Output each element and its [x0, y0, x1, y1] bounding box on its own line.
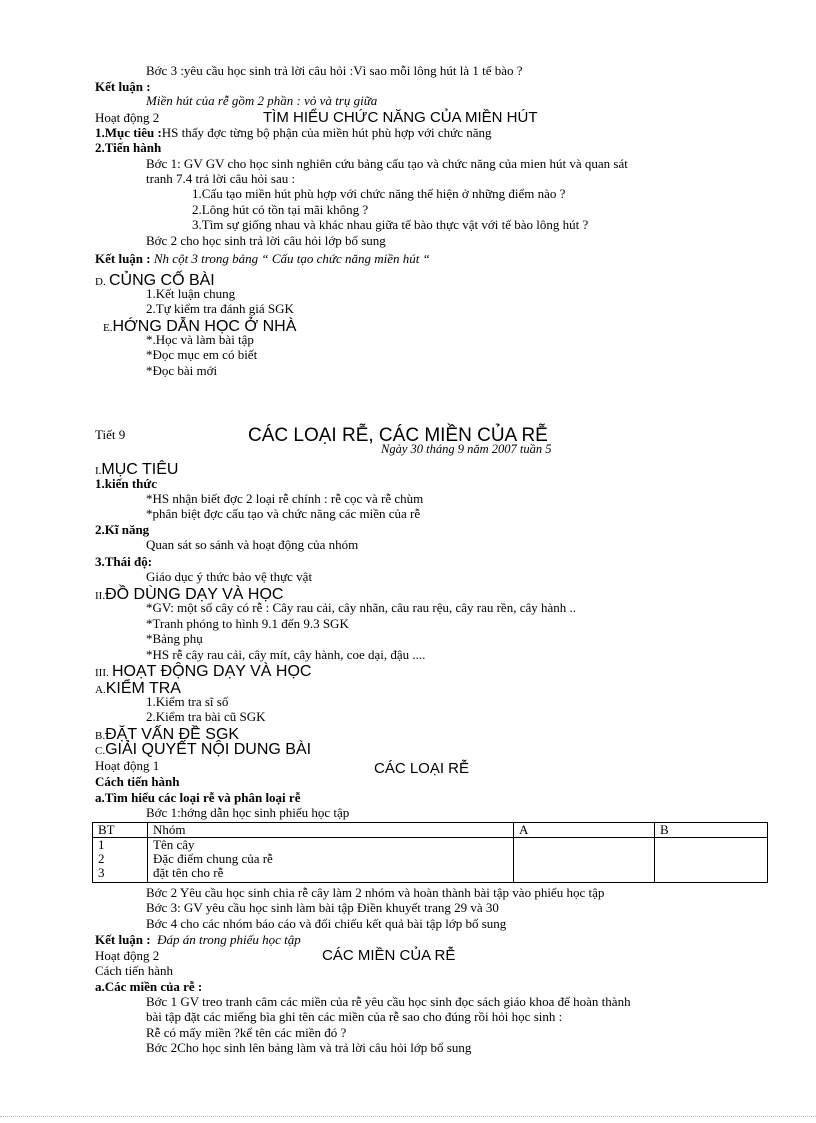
question-1: 1.Cấu tạo miền hút phù hợp với chức năng thể hiện ở những điểm nào ? — [192, 186, 566, 201]
worksheet-table — [92, 822, 768, 883]
table-cell-a — [514, 838, 655, 883]
lesson-title: CÁC LOẠI RỄ, CÁC MIỀN CỦA RỄ — [248, 425, 548, 446]
table-cell-numbers — [93, 838, 148, 883]
activity-label: Hoạt động 1 — [95, 758, 160, 773]
section-i-title: MỤC TIÊU — [101, 461, 179, 478]
method-label: Cách tiến hành — [95, 774, 180, 789]
row-label: Tên cây — [153, 837, 195, 853]
step2-line: Bớc 2 Yêu cầu học sinh chia rễ cây làm 2 nhóm và hoàn thành bài tập vào phiếu học tập — [146, 885, 605, 900]
header-b: B — [655, 823, 768, 838]
goal-line — [95, 126, 491, 140]
list-item: *Đọc mục em có biết — [146, 347, 258, 362]
step1-line-b: tranh 7.4 trả lời câu hỏi sau : — [146, 171, 296, 186]
row-number: 2 — [98, 851, 105, 867]
row-label: đặt tên cho rễ — [153, 865, 224, 881]
list-item: 1.Kết luận chung — [146, 286, 236, 301]
attitude-label: 3.Thái độ: — [95, 554, 153, 569]
section-d-letter: D. — [95, 276, 106, 288]
header-group: Nhóm — [148, 823, 514, 838]
section-e-title: HỚNG DẪN HỌC Ở NHÀ — [112, 318, 297, 335]
section-iii-heading — [95, 663, 311, 681]
step2-line: Bớc 2 cho học sinh trả lời câu hỏi lớp bổ sung — [146, 233, 386, 248]
section-c-title: GIẢI QUYẾT NỘI DUNG BÀI — [105, 741, 312, 758]
section-iii-num: III. — [95, 667, 109, 679]
step1-line-c: Rễ có mấy miền ?kể tên các miền đó ? — [146, 1025, 347, 1040]
section-c-heading — [95, 741, 311, 759]
step1-line: Bớc 1:hớng dẫn học sinh phiếu học tập — [146, 805, 350, 820]
section-a-title: KIỂM TRA — [105, 680, 181, 697]
section-e-letter: E. — [103, 322, 113, 334]
goal-text: HS thấy đợc từng bộ phận của miền hút phù hợp với chức năng — [161, 125, 492, 140]
list-item: 2.Tự kiểm tra đánh giá SGK — [146, 301, 294, 316]
knowledge-label: 1.kiến thức — [95, 476, 157, 491]
conclusion-label: Kết luận : — [95, 251, 151, 266]
list-item: *Bảng phụ — [146, 631, 203, 646]
method-label: Cách tiến hành — [95, 963, 173, 978]
section-d-title: CỦNG CỐ BÀI — [108, 272, 215, 289]
activity-title: CÁC MIỀN CỦA RỄ — [322, 947, 456, 964]
skills-text: Quan sát so sánh và hoạt động của nhóm — [146, 537, 359, 552]
table-cell-b — [655, 838, 768, 883]
table-header-row — [93, 823, 768, 838]
list-item: *Đọc bài mới — [146, 363, 218, 378]
section-ii-title: ĐỒ DÙNG DẠY VÀ HỌC — [105, 586, 284, 603]
section-c-letter: C. — [95, 745, 106, 757]
subheading: a.Các miền của rễ : — [95, 979, 203, 994]
section-ii-num: II. — [95, 590, 106, 602]
section-a-letter: A. — [95, 684, 106, 696]
conclusion-text: Đáp án trong phiếu học tập — [157, 932, 301, 947]
conclusion-text: Nh cột 3 trong bảng “ Cấu tạo chức năng miền hút “ — [153, 251, 430, 266]
activity-label: Hoạt động 2 — [95, 110, 160, 125]
activity-label: Hoạt động 2 — [95, 948, 160, 963]
attitude-text: Giáo dục ý thức bảo vệ thực vật — [146, 569, 313, 584]
step1-line-a: Bớc 1: GV GV cho học sinh nghiên cứu bảng cấu tạo và chức năng của mien hút và quan sát — [146, 156, 628, 171]
conclusion-text: Miền hút của rễ gồm 2 phần : vỏ và trụ giữa — [146, 93, 378, 108]
header-a: A — [514, 823, 655, 838]
conclusion-label: Kết luận : — [95, 932, 151, 947]
step3-line: Bớc 3: GV yêu cầu học sinh làm bài tập Điền khuyết trang 29 và 30 — [146, 900, 499, 915]
table-row — [93, 838, 768, 883]
list-item: 2.Kiểm tra bài cũ SGK — [146, 709, 266, 724]
list-item: *phân biệt đợc cấu tạo và chức năng các miền của rễ — [146, 506, 421, 521]
activity-title: TÌM HIỂU CHỨC NĂNG CỦA MIỀN HÚT — [263, 109, 538, 126]
lesson-date: Ngày 30 tháng 9 năm 2007 tuần 5 — [381, 442, 552, 456]
list-item: *HS rễ cây rau cải, cây mít, cây hành, coe dại, đậu .... — [146, 647, 426, 662]
conclusion-label: Kết luận : — [95, 79, 151, 94]
section-b-title: ĐẶT VẤN ĐỀ SGK — [105, 726, 240, 743]
list-item: 1.Kiểm tra sĩ số — [146, 694, 229, 709]
activity-title: CÁC LOẠI RỄ — [374, 760, 470, 777]
conclusion-line — [95, 933, 301, 947]
step1-line-a: Bớc 1 GV treo tranh câm các miền của rễ yêu cầu học sinh đọc sách giáo khoa để hoàn thành — [146, 994, 631, 1009]
conclusion-line — [95, 252, 430, 266]
subheading: a.Tìm hiểu các loại rễ và phân loại rễ — [95, 790, 301, 805]
process-label: 2.Tiến hành — [95, 140, 162, 155]
step2-line: Bớc 2Cho học sinh lên bảng làm và trả lời câu hỏi lớp bổ sung — [146, 1040, 472, 1055]
row-number: 1 — [98, 837, 105, 853]
step4-line: Bớc 4 cho các nhóm báo cáo và đối chiếu kết quả bài tập lớp bổ sung — [146, 916, 507, 931]
row-number: 3 — [98, 865, 105, 881]
question-2: 2.Lông hút có tồn tại mãi không ? — [192, 202, 369, 217]
step1-line-b: bài tập đặt các miếng bìa ghi tên các miền của rễ sao cho đúng rồi hỏi học sinh : — [146, 1009, 563, 1024]
row-label: Đặc điểm chung của rễ — [153, 851, 273, 867]
question-3: 3.Tìm sự giống nhau và khác nhau giữa tế bào thực vật với tế bào lông hút ? — [192, 217, 589, 232]
period-label: Tiết 9 — [95, 427, 126, 442]
table-cell-rows — [148, 838, 514, 883]
header-bt: BT — [93, 823, 148, 838]
section-b-letter: B. — [95, 730, 106, 742]
page-footer-divider — [0, 1116, 816, 1117]
step3-line: Bớc 3 :yêu cầu học sinh trả lời câu hỏi :Vì sao mỗi lông hút là 1 tế bào ? — [146, 63, 523, 78]
list-item: *Tranh phóng to hình 9.1 đến 9.3 SGK — [146, 616, 349, 631]
list-item: *GV: một số cây có rễ : Cây rau cải, cây nhãn, câu rau rệu, cây rau rền, cây hành .. — [146, 600, 577, 615]
goal-label: 1.Mục tiêu : — [95, 125, 162, 140]
section-i-num: I. — [95, 465, 102, 477]
skills-label: 2.Kĩ năng — [95, 522, 150, 537]
list-item: *HS nhận biết đợc 2 loại rễ chính : rễ cọc và rễ chùm — [146, 491, 424, 506]
section-iii-title: HOẠT ĐỘNG DẠY VÀ HỌC — [112, 663, 312, 680]
list-item: *.Học và làm bài tập — [146, 332, 254, 347]
